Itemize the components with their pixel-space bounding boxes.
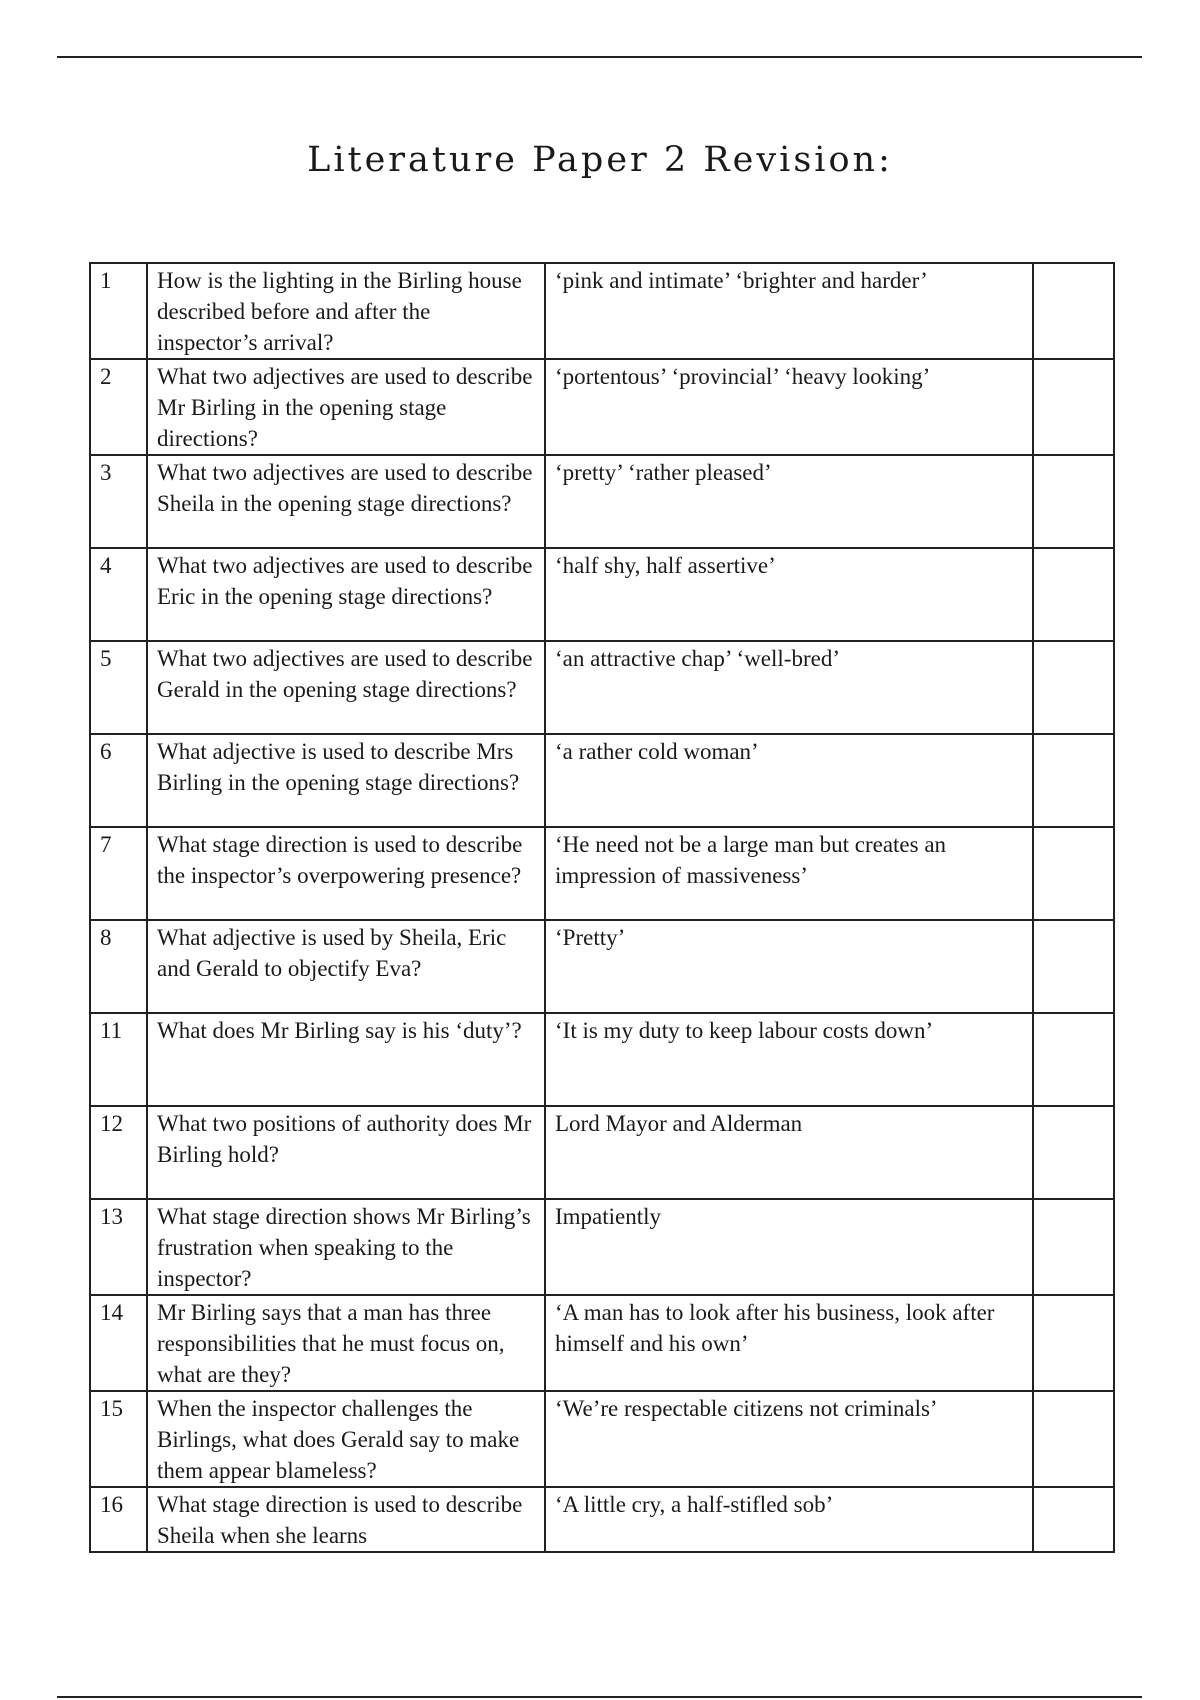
blank-cell[interactable] [1033, 359, 1114, 455]
answer-cell: ‘an attractive chap’ ‘well-bred’ [545, 641, 1033, 734]
blank-cell[interactable] [1033, 641, 1114, 734]
question-cell: What stage direction shows Mr Birling’s frustration when speaking to the inspector? [147, 1199, 545, 1295]
question-number: 4 [90, 548, 147, 641]
answer-cell: ‘A little cry, a half-stifled sob’ [545, 1487, 1033, 1552]
question-cell: What adjective is used by Sheila, Eric and Gerald to objectify Eva? [147, 920, 545, 1013]
table-row [90, 1391, 1114, 1487]
blank-cell[interactable] [1033, 1487, 1114, 1552]
question-number: 13 [90, 1199, 147, 1295]
answer-cell: ‘Pretty’ [545, 920, 1033, 1013]
question-cell: Mr Birling says that a man has three responsibilities that he must focus on, what are they? [147, 1295, 545, 1391]
question-number: 8 [90, 920, 147, 1013]
answer-cell: ‘pretty’ ‘rather pleased’ [545, 455, 1033, 548]
revision-table [89, 262, 1115, 1553]
question-cell: What two positions of authority does Mr Birling hold? [147, 1106, 545, 1199]
table-row [90, 1106, 1114, 1199]
table-row [90, 920, 1114, 1013]
question-number: 16 [90, 1487, 147, 1552]
question-number: 3 [90, 455, 147, 548]
answer-cell: ‘pink and intimate’ ‘brighter and harder’ [545, 263, 1033, 359]
answer-cell: ‘A man has to look after his business, look after himself and his own’ [545, 1295, 1033, 1391]
table-row [90, 359, 1114, 455]
question-number: 14 [90, 1295, 147, 1391]
table-row [90, 641, 1114, 734]
question-number: 5 [90, 641, 147, 734]
blank-cell[interactable] [1033, 1106, 1114, 1199]
question-cell: What two adjectives are used to describe Mr Birling in the opening stage directions? [147, 359, 545, 455]
answer-cell: ‘a rather cold woman’ [545, 734, 1033, 827]
footer-rule [57, 1696, 1142, 1698]
question-cell: What adjective is used to describe Mrs Birling in the opening stage directions? [147, 734, 545, 827]
question-cell: What stage direction is used to describe the inspector’s overpowering presence? [147, 827, 545, 920]
header-rule [57, 56, 1142, 58]
question-number: 11 [90, 1013, 147, 1106]
answer-cell: Lord Mayor and Alderman [545, 1106, 1033, 1199]
answer-cell: ‘We’re respectable citizens not criminals’ [545, 1391, 1033, 1487]
question-cell: What stage direction is used to describe Sheila when she learns [147, 1487, 545, 1552]
blank-cell[interactable] [1033, 1013, 1114, 1106]
table-row [90, 734, 1114, 827]
answer-cell: ‘He need not be a large man but creates an impression of massiveness’ [545, 827, 1033, 920]
question-cell: What two adjectives are used to describe Gerald in the opening stage directions? [147, 641, 545, 734]
question-cell: What does Mr Birling say is his ‘duty’? [147, 1013, 545, 1106]
blank-cell[interactable] [1033, 455, 1114, 548]
question-cell: What two adjectives are used to describe Eric in the opening stage directions? [147, 548, 545, 641]
question-number: 6 [90, 734, 147, 827]
blank-cell[interactable] [1033, 1199, 1114, 1295]
table-row [90, 263, 1114, 359]
question-number: 7 [90, 827, 147, 920]
question-cell: When the inspector challenges the Birlings, what does Gerald say to make them appear blameless? [147, 1391, 545, 1487]
blank-cell[interactable] [1033, 827, 1114, 920]
table-row [90, 1199, 1114, 1295]
table-row [90, 1013, 1114, 1106]
question-number: 2 [90, 359, 147, 455]
blank-cell[interactable] [1033, 920, 1114, 1013]
table-row [90, 1295, 1114, 1391]
table-row [90, 548, 1114, 641]
blank-cell[interactable] [1033, 1295, 1114, 1391]
blank-cell[interactable] [1033, 548, 1114, 641]
table-row [90, 1487, 1114, 1552]
answer-cell: Impatiently [545, 1199, 1033, 1295]
blank-cell[interactable] [1033, 1391, 1114, 1487]
answer-cell: ‘half shy, half assertive’ [545, 548, 1033, 641]
question-cell: How is the lighting in the Birling house described before and after the inspector’s arrival? [147, 263, 545, 359]
blank-cell[interactable] [1033, 263, 1114, 359]
page-title: Literature Paper 2 Revision: [307, 140, 893, 180]
answer-cell: ‘portentous’ ‘provincial’ ‘heavy looking’ [545, 359, 1033, 455]
table-row [90, 455, 1114, 548]
table-row [90, 827, 1114, 920]
question-cell: What two adjectives are used to describe Sheila in the opening stage directions? [147, 455, 545, 548]
question-number: 1 [90, 263, 147, 359]
question-number: 12 [90, 1106, 147, 1199]
question-number: 15 [90, 1391, 147, 1487]
blank-cell[interactable] [1033, 734, 1114, 827]
answer-cell: ‘It is my duty to keep labour costs down’ [545, 1013, 1033, 1106]
